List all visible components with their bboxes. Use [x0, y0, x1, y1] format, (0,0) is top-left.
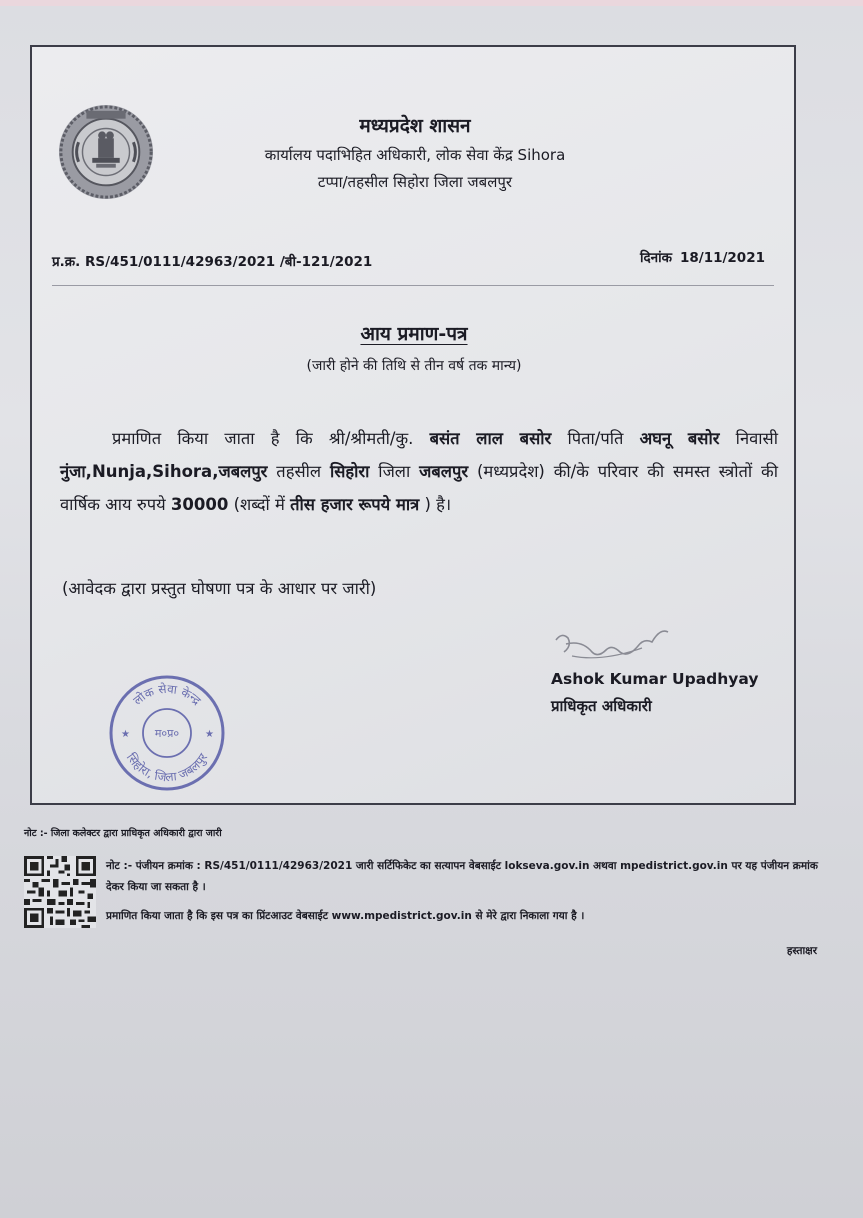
issue-note: नोट :- जिला कलेक्टर द्वारा प्राधिकृत अधिकारी द्वारा जारी — [24, 828, 222, 839]
office-name: कार्यालय पदाभिहित अधिकारी, लोक सेवा केंद्र Sihora — [264, 146, 566, 164]
tehsil: सिहोरा — [329, 462, 370, 481]
qr-code-icon[interactable] — [23, 856, 97, 928]
printout-note: प्रमाणित किया जाता है कि इस पत्र का प्रिंटआउट वेबसाईट www.mpedistrict.gov.in से मेरे द्वारा निकाला गया है । — [106, 910, 585, 922]
svg-text:★: ★ — [205, 729, 214, 740]
body-text-7: (शब्दों में — [228, 495, 291, 514]
district: जबलपुर — [419, 462, 469, 481]
signature-label: हस्ताक्षर — [786, 945, 817, 957]
body-text-8: ) है। — [419, 495, 452, 514]
svg-text:★: ★ — [121, 729, 130, 740]
svg-text:लोक सेवा केन्द्र — [131, 682, 204, 708]
document-title — [0, 320, 828, 346]
signature-icon — [552, 618, 672, 670]
seal-top-text: लोक सेवा केन्द्र — [130, 681, 204, 708]
body-text-3: निवासी — [719, 429, 778, 448]
father-name: अघनू बसोर — [639, 429, 720, 448]
state-emblem-icon — [57, 103, 155, 201]
applicant-name: बसंत लाल बसोर — [429, 429, 552, 448]
body-text-5: जिला — [369, 462, 420, 481]
body-text-4: तहसील — [267, 462, 330, 481]
date-value: 18/11/2021 — [679, 250, 765, 266]
office-seal — [107, 673, 227, 793]
document-title-text: आय प्रमाण-पत्र — [360, 323, 468, 345]
date-label: दिनांक — [639, 250, 672, 266]
registration-note: नोट :- पंजीयन क्रमांक : RS/451/0111/42963/2021 जारी सर्टिफिकेट का सत्यापन वेबसाईट lokseva.gov.in अथवा mpedistrict.gov.in पर यह पंजीयन क्रमांक देकर किया जा सकता है । — [106, 860, 818, 893]
header-divider — [52, 285, 774, 286]
signatory-designation: प्राधिकृत अधिकारी — [551, 697, 652, 715]
issue-basis: (आवेदक द्वारा प्रस्तुत घोषणा पत्र के आधार पर जारी) — [62, 579, 377, 598]
address: नुंजा,Nunja,Sihora,जबलपुर — [60, 462, 268, 481]
top-strip — [0, 0, 863, 6]
seal-center-text: म०प्र० — [154, 727, 180, 740]
validity-note: (जारी होने की तिथि से तीन वर्ष तक मान्य) — [306, 358, 522, 374]
signatory-name: Ashok Kumar Upadhyay — [551, 670, 759, 688]
certificate-body — [60, 422, 778, 521]
office-location: टप्पा/तहसील सिहोरा जिला जबलपुर — [317, 173, 513, 191]
government-name: मध्यप्रदेश शासन — [359, 115, 471, 137]
body-text-1: प्रमाणित किया जाता है कि श्री/श्रीमती/कु. — [112, 429, 430, 448]
reference-number: प्र.क्र. RS/451/0111/42963/2021 /बी-121/2021 — [52, 254, 373, 270]
body-text-2: पिता/पति — [551, 429, 640, 448]
income-amount: 30000 — [170, 495, 229, 514]
income-in-words: तीस हजार रूपये मात्र — [290, 495, 420, 514]
body-text-6: (मध्यप्रदेश) की/के परिवार की समस्त स्त्रोतों की वार्षिक आय रुपये — [60, 462, 778, 514]
issue-date — [640, 248, 765, 266]
seal-bottom-text: सिहोरा, जिला जबलपुर — [123, 750, 211, 785]
